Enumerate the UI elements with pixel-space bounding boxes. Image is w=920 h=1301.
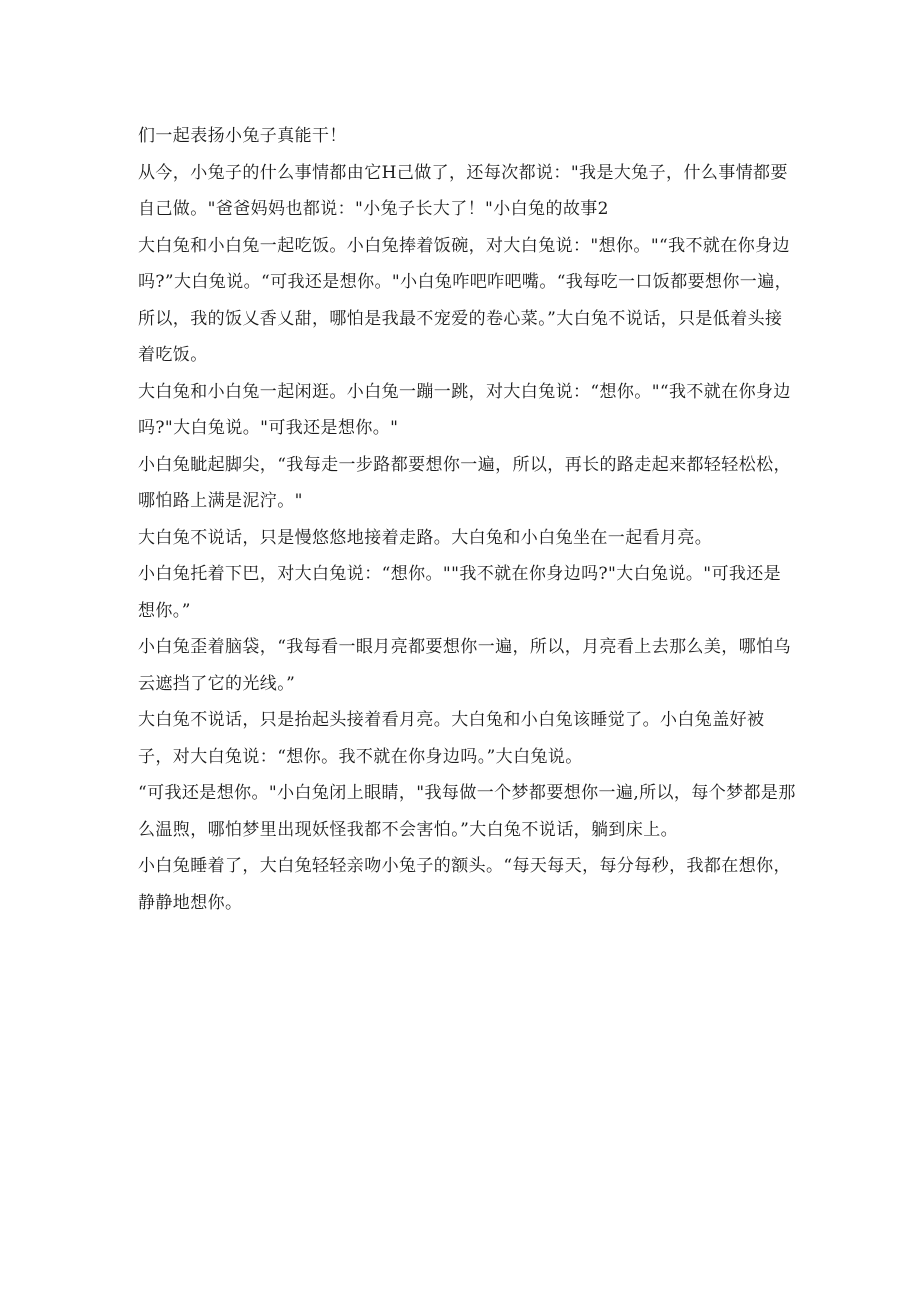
paragraph-6: 大白兔不说话，只是慢悠悠地接着走路。大白兔和小白兔坐在一起看月亮。	[138, 527, 713, 548]
paragraph-8: 小白兔歪着脑袋，“我每看一眼月亮都要想你一遍，所以，月亮看上去那么美，哪怕乌云遮挡了它的光线。”	[138, 637, 791, 694]
paragraph-10: “可我还是想你。"小白兔闭上眼睛，"我每做一个梦都要想你一遍,所以，每个梦都是那么温煦，哪怕梦里出现妖怪我都不会害怕。”大白兔不说话，躺到床上。	[138, 783, 796, 840]
paragraph-4: 大白兔和小白兔一起闲逛。小白兔一蹦一跳，对大白兔说：“想你。"“我不就在你身边吗?"大白兔说。"可我还是想你。"	[138, 381, 791, 438]
paragraph-11: 小白兔睡着了，大白兔轻轻亲吻小兔子的额头。“每天每天，每分每秒，我都在想你，静静地想你。	[138, 856, 791, 913]
paragraph-5: 小白兔眦起脚尖，“我每走一步路都要想你一遍，所以，再长的路走起来都轻轻松松，哪怕路上满是泥泞。"	[138, 454, 791, 511]
paragraph-1: 们一起表扬小兔子真能干！	[138, 126, 347, 146]
paragraph-3: 大白兔和小白兔一起吃饭。小白兔捧着饭碗，对大白兔说："想你。"“我不就在你身边吗?”大白兔说。“可我还是想你。"小白兔咋吧咋吧嘴。“我每吃一口饭都要想你一遍，所以，我的饭乂香乂甜，哪怕是我最不宠爱的卷心菜。”大白兔不说话，只是低着头接着吃饭。	[138, 235, 793, 365]
paragraph-7: 小白兔托着下巴，对大白兔说：“想你。""我不就在你身边吗?"大白兔说。"可我还是想你。”	[138, 564, 782, 621]
paragraph-9: 大白兔不说话，只是抬起头接着看月亮。大白兔和小白兔该睡觉了。小白兔盖好被子，对大白兔说：“想你。我不就在你身边吗。”大白兔说。	[138, 710, 765, 767]
document-body	[138, 118, 798, 921]
paragraph-2: 从今，小兔子的什么事情都由它H己做了，还每次都说："我是大兔子，什么事情都要自己做。"爸爸妈妈也都说："小兔子长大了！"小白兔的故事2	[138, 162, 788, 219]
